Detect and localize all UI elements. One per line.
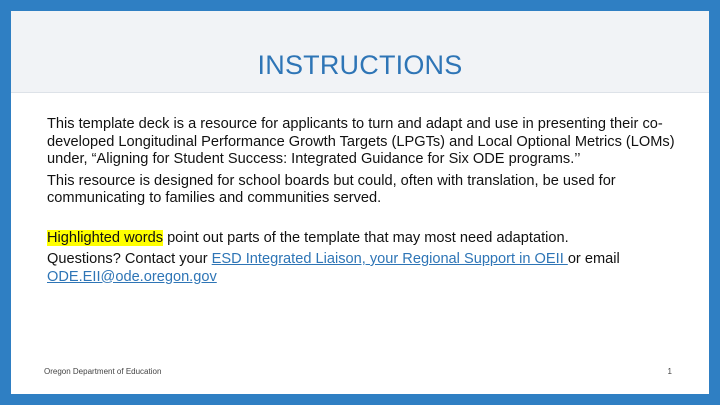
title-band <box>11 11 709 93</box>
paragraph-audience: This resource is designed for school boards but could, often with translation, be used for communicating to families and communities served. <box>47 172 616 206</box>
questions-middle: or email <box>567 251 620 267</box>
slide-title: INSTRUCTIONS <box>257 50 463 80</box>
esd-liaison-link[interactable]: ESD Integrated Liaison, your Regional Support in OEII <box>211 251 568 267</box>
highlighted-words: Highlighted words <box>47 229 164 246</box>
page-number: 1 <box>667 367 672 376</box>
highlight-note-text: point out parts of the template that may most need adaptation. <box>163 229 569 246</box>
slide-body <box>47 116 677 286</box>
footer-organization: Oregon Department of Education <box>44 367 162 376</box>
slide <box>11 11 709 394</box>
email-link[interactable]: ODE.EII@ode.oregon.gov <box>47 268 217 285</box>
questions-prefix: Questions? Contact your <box>47 251 212 267</box>
paragraph-intro: This template deck is a resource for applicants to turn and adapt and use in presenting their co-developed Longitudinal Performance Growth Targets (LPGTs) and Local Optional Metrics (LOMs) under, “Aligning for Student Success: Integrated Guidance for Six ODE programs.’’ <box>47 116 675 167</box>
paragraph-questions <box>47 251 677 286</box>
paragraph-highlight-note <box>47 230 677 248</box>
